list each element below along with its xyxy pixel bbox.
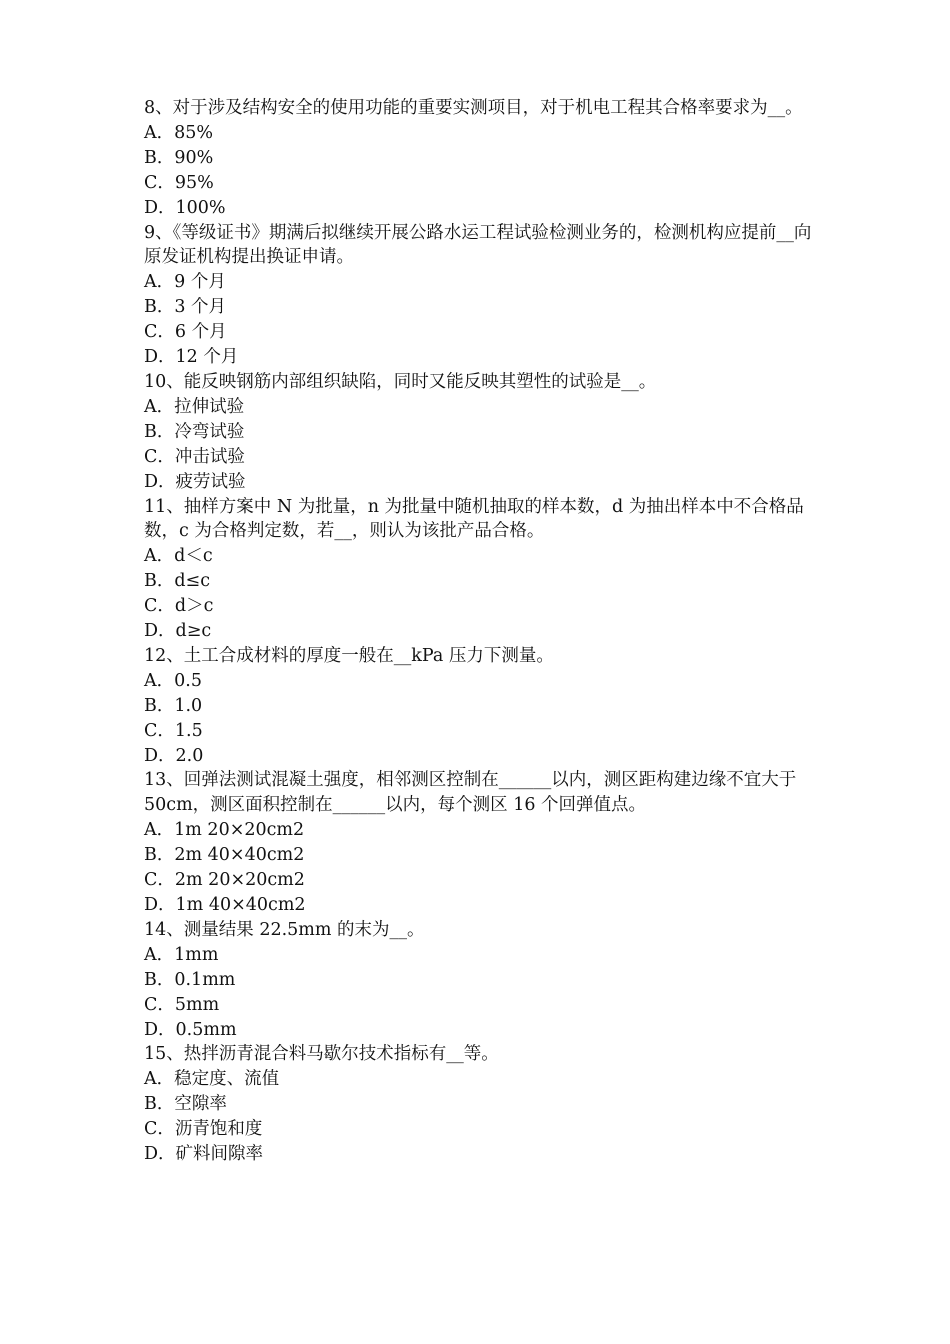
question-block — [144, 370, 812, 495]
option-c: C．冲击试验 — [144, 446, 245, 467]
option-a: A．拉伸试验 — [144, 396, 245, 417]
option-c: C．d＞c — [144, 596, 214, 617]
option-a: A．1m 20×20cm2 — [144, 820, 305, 841]
option-a: A．9 个月 — [144, 272, 226, 293]
option-b: B．空隙率 — [144, 1094, 227, 1115]
option-d: D．矿料间隙率 — [144, 1144, 264, 1165]
option-b: B．1.0 — [144, 695, 203, 716]
question-block — [144, 96, 812, 221]
option-d: D．0.5mm — [144, 1019, 237, 1040]
option-b: B．2m 40×40cm2 — [144, 845, 305, 866]
question-text: 12、土工合成材料的厚度一般在__kPa 压力下测量。 — [144, 645, 554, 666]
question-text: 10、能反映钢筋内部组织缺陷，同时又能反映其塑性的试验是__。 — [144, 371, 657, 392]
question-text: 11、抽样方案中 N 为批量，n 为批量中随机抽取的样本数，d 为抽出样本中不合格品数，c 为合格判定数，若__，则认为该批产品合格。 — [144, 496, 804, 542]
question-text: 8、对于涉及结构安全的使用功能的重要实测项目，对于机电工程其合格率要求为__。 — [144, 98, 803, 118]
option-a: A．85% — [144, 122, 214, 143]
question-text: 15、热拌沥青混合料马歇尔技术指标有__等。 — [144, 1044, 499, 1065]
question-block — [144, 768, 812, 917]
option-a: A．d＜c — [144, 546, 213, 567]
option-a: A．1mm — [144, 944, 219, 965]
option-d: D．疲劳试验 — [144, 471, 246, 492]
option-d: D．1m 40×40cm2 — [144, 895, 306, 915]
option-d: D．12 个月 — [144, 347, 239, 368]
option-b: B．冷弯试验 — [144, 421, 245, 442]
question-block — [144, 644, 812, 769]
option-b: B．90% — [144, 147, 214, 168]
option-a: A．稳定度、流值 — [144, 1069, 280, 1090]
option-c: C．5mm — [144, 994, 220, 1015]
question-block — [144, 221, 812, 370]
document-page — [144, 96, 812, 1167]
question-block — [144, 918, 812, 1043]
option-c: C．6 个月 — [144, 322, 227, 343]
option-c: C．2m 20×20cm2 — [144, 870, 305, 891]
option-d: D．d≥c — [144, 621, 212, 642]
option-b: B．d≤c — [144, 571, 211, 592]
question-text: 9、《等级证书》期满后拟继续开展公路水运工程试验检测业务的，检测机构应提前__向原发证机构提出换证申请。 — [144, 222, 812, 268]
option-c: C．95% — [144, 172, 214, 193]
question-block — [144, 1042, 812, 1167]
option-c: C．1.5 — [144, 720, 203, 741]
question-text: 13、回弹法测试混凝土强度，相邻测区控制在______以内，测区距构建边缘不宜大于 50cm，测区面积控制在______以内，每个测区 16 个回弹值点。 — [144, 770, 797, 816]
option-b: B．3 个月 — [144, 297, 227, 318]
option-c: C．沥青饱和度 — [144, 1119, 263, 1140]
question-text: 14、测量结果 22.5mm 的末为__。 — [144, 919, 425, 940]
question-block — [144, 495, 812, 644]
option-d: D．2.0 — [144, 745, 204, 766]
option-d: D．100% — [144, 197, 226, 218]
option-a: A．0.5 — [144, 670, 202, 691]
option-b: B．0.1mm — [144, 969, 236, 990]
